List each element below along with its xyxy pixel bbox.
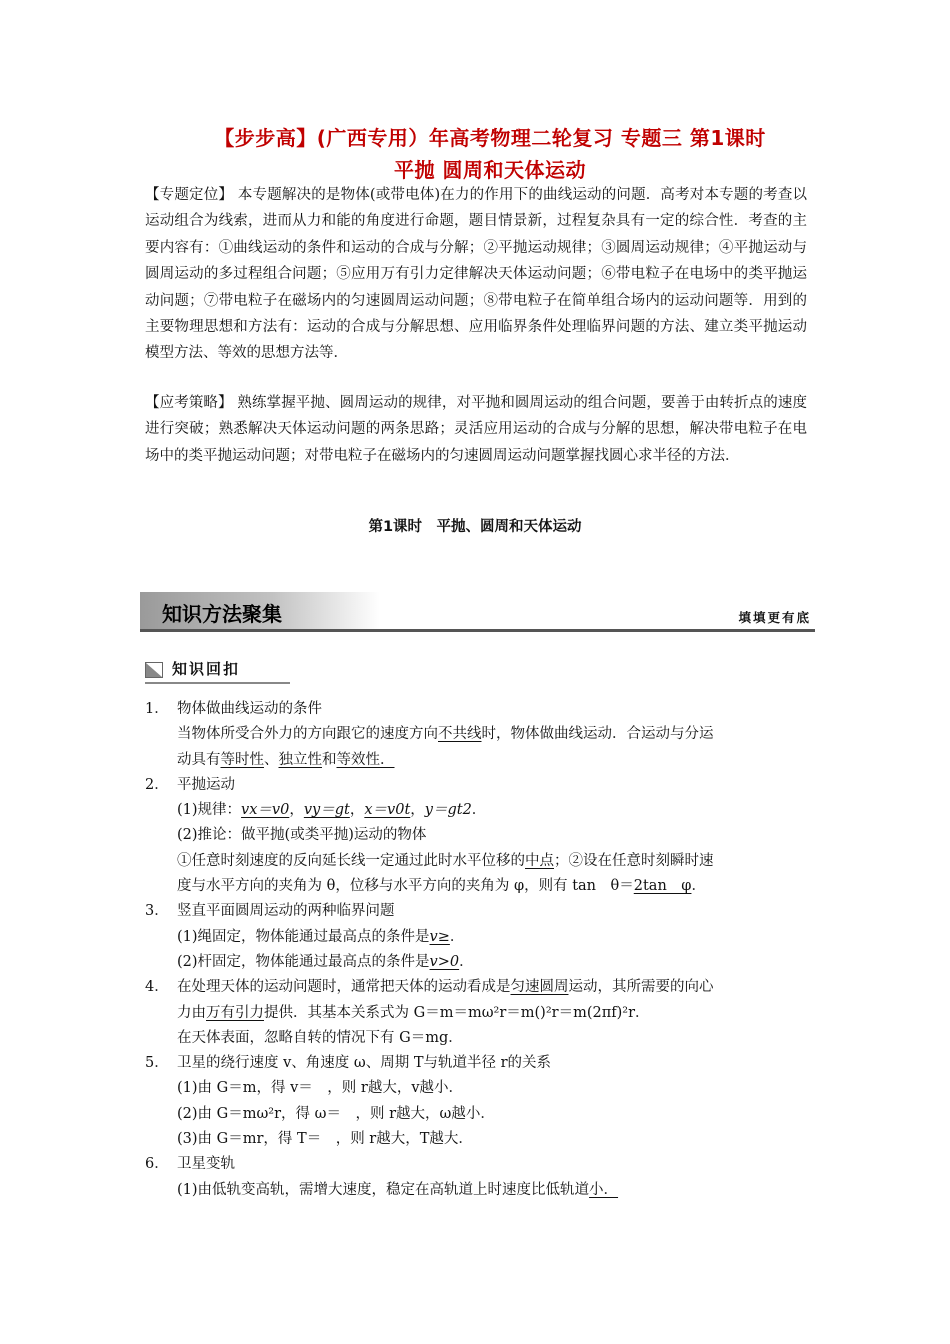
item-line — [145, 1001, 810, 1026]
item-line — [145, 798, 810, 823]
answer-blank: v>0 — [429, 953, 460, 970]
corner-triangle-icon — [145, 662, 163, 678]
banner-rule — [140, 629, 815, 632]
text: (1)由低轨变高轨，需增大速度，稳定在高轨道上时速度比低轨道 — [177, 1181, 590, 1198]
answer-blank: 小． — [589, 1181, 619, 1198]
item-line — [145, 748, 810, 773]
item-line — [145, 925, 810, 950]
answer-blank: 不共线 — [438, 726, 482, 743]
text: (1)绳固定，物体能通过最高点的条件是 — [177, 928, 430, 945]
item-title: 卫星变轨 — [177, 1156, 235, 1173]
item-number: 1． — [145, 701, 169, 717]
list-item — [145, 899, 810, 924]
text: (1)规律： — [177, 802, 242, 819]
strategy-paragraph: 【应考策略】 熟练掌握平抛、圆周运动的规律，对平抛和圆周运动的组合问题，要善于由转折点的速度进行突破；熟悉解决天体运动问题的两条思路；灵活应用运动的合成与分解的思想，解决带电粒子在电场中的类平抛运动问题；对带电粒子在磁场内的匀速圆周运动问题掌握找圆心求半径的方法． — [145, 395, 807, 464]
text: 提供．其基本关系式为 G＝m＝mω²r＝m()²r＝m(2πf)²r． — [264, 1004, 650, 1021]
formula-vy: vy＝gt — [303, 802, 350, 819]
list-item — [145, 975, 810, 1000]
item-line — [145, 1178, 810, 1203]
formula-vx: vx＝v0 — [241, 802, 290, 819]
text: ， — [410, 802, 425, 819]
text: 在天体表面，忽略自转的情况下有 G＝mg． — [177, 1029, 463, 1046]
doc-title-line1: 【步步高】(广西专用）年高考物理二轮复习 专题三 第1课时 — [214, 126, 766, 150]
text: ， — [289, 802, 304, 819]
lesson-title: 第1课时 平抛、圆周和天体运动 — [368, 519, 582, 535]
item-number: 5． — [145, 1055, 169, 1072]
text: (2)推论：做平抛(或类平抛)运动的物体 — [177, 827, 427, 844]
answer-blank: 万有引力 — [206, 1004, 264, 1021]
item-number: 4． — [145, 979, 169, 996]
item-line — [145, 1026, 810, 1051]
answer-blank: 中点 — [525, 852, 554, 869]
list-item — [145, 1051, 810, 1076]
text: 力由 — [177, 1004, 206, 1021]
answer-blank: 独立性 — [278, 751, 322, 768]
subsection-header — [145, 654, 295, 686]
item-line — [145, 1102, 810, 1127]
item-line — [145, 874, 810, 899]
text: 当物体所受合外力的方向跟它的速度方向 — [177, 726, 438, 743]
item-title: 卫星的绕行速度 v、角速度 ω、周期 T与轨道半径 r的关系 — [177, 1055, 552, 1072]
banner-title: 知识方法聚集 — [162, 602, 282, 626]
item-title: 物体做曲线运动的条件 — [177, 701, 322, 717]
doc-title-line2: 平抛 圆周和天体运动 — [394, 158, 586, 182]
item-number: 6． — [145, 1156, 169, 1173]
answer-blank: 等效性． — [336, 751, 395, 768]
text: 和 — [322, 751, 337, 768]
intro-paragraph: 【专题定位】 本专题解决的是物体(或带电体)在力的作用下的曲线运动的问题．高考对本专题的考查以运动组合为线索，进而从力和能的角度进行命题，题目情景新，过程复杂具有一定的综合性．考查的主要内容有：①曲线运动的条件和运动的合成与分解；②平抛运动规律；③圆周运动规律；④平抛运动与圆周运动的多过程组合问题；⑤应用万有引力定律解决天体运动问题；⑥带电粒子在电场中的类平抛运动问题；⑦带电粒子在磁场内的匀速圆周运动问题；⑧带电粒子在简单组合场内的运动问题等．用到的主要物理思想和方法有：运动的合成与分解思想、应用临界条件处理临界问题的方法、建立类平抛运动模型方法、等效的思想方法等． — [145, 187, 807, 362]
item-line — [145, 849, 810, 874]
text: (1)由 G＝m，得 v＝ ，则 r越大，v越小． — [177, 1080, 464, 1097]
text: 、 — [264, 751, 279, 768]
text: 时，物体做曲线运动．合运动与分运 — [481, 726, 714, 743]
section-banner — [140, 592, 815, 634]
item-line — [145, 1127, 810, 1152]
text: 度与水平方向的夹角为 θ，位移与水平方向的夹角为 φ，则有 tan θ＝ — [177, 878, 634, 895]
text: (2)由 G＝mω²r，得 ω＝ ，则 r越大，ω越小． — [177, 1105, 495, 1122]
item-line — [145, 950, 810, 975]
knowledge-list — [145, 697, 810, 1203]
item-number: 2． — [145, 776, 169, 793]
item-line — [145, 823, 810, 848]
item-number: 3． — [145, 903, 169, 920]
item-line — [145, 722, 810, 747]
item-line — [145, 1076, 810, 1101]
item-title: 平抛运动 — [177, 776, 235, 793]
text: ． — [459, 953, 474, 970]
text: ①任意时刻速度的反向延长线一定通过此时水平位移的 — [177, 852, 525, 869]
list-item — [145, 697, 810, 722]
text: (3)由 G＝mr，得 T＝ ，则 r越大，T越大． — [177, 1131, 473, 1148]
subsection-rule — [145, 682, 290, 684]
item-title: 竖直平面圆周运动的两种临界问题 — [177, 903, 395, 920]
text: 动具有 — [177, 751, 221, 768]
banner-subtitle: 填填更有底 — [738, 610, 811, 625]
text: ． — [691, 878, 706, 895]
formula-x: x＝v0t — [364, 802, 411, 819]
list-item — [145, 773, 810, 798]
answer-blank: v≥ — [429, 928, 450, 945]
text: ． — [449, 928, 465, 945]
text: 在处理天体的运动问题时，通常把天体的运动看成是 — [177, 979, 511, 996]
subsection-title: 知识回扣 — [172, 660, 241, 678]
text: 运动，其所需要的向心 — [568, 979, 714, 996]
formula-y: y＝gt2 — [424, 802, 472, 819]
list-item — [145, 1152, 810, 1177]
text: (2)杆固定，物体能通过最高点的条件是 — [177, 953, 430, 970]
answer-blank: 匀速圆周 — [510, 979, 569, 996]
text: ；②设在任意时刻瞬时速 — [554, 852, 714, 869]
answer-blank: 2tan φ — [633, 878, 692, 895]
text: ． — [471, 802, 487, 819]
answer-blank: 等时性 — [220, 751, 264, 768]
text: ， — [349, 802, 365, 819]
